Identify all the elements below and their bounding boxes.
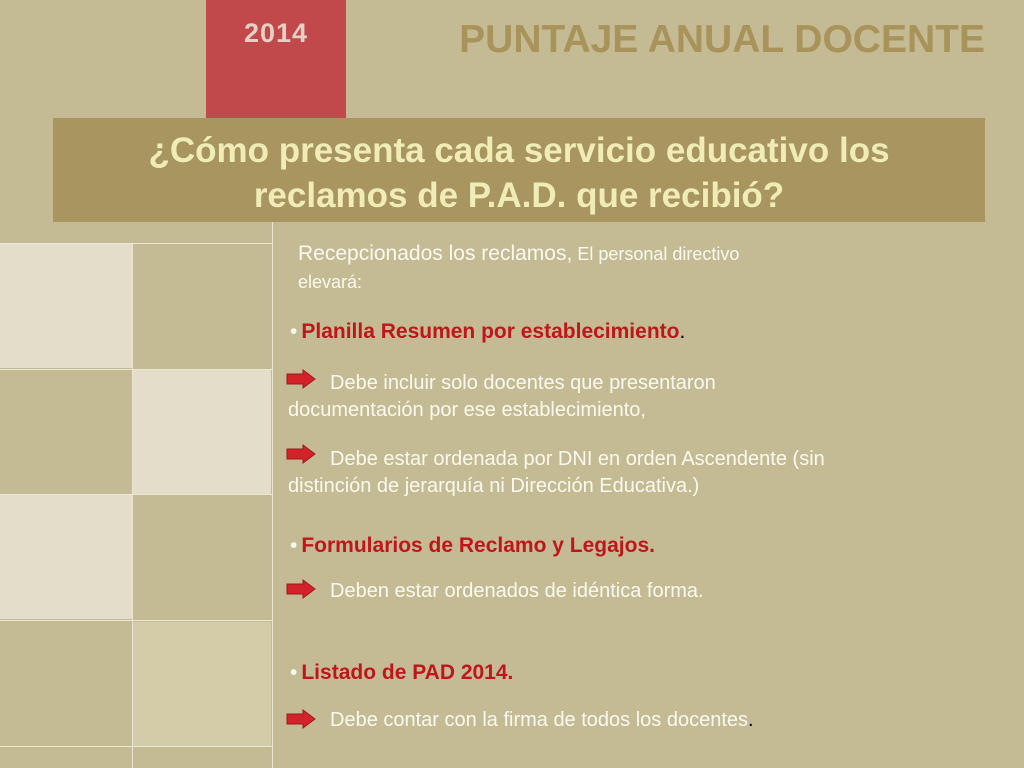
- sub-point: [288, 707, 978, 734]
- question-line-1: ¿Cómo presenta cada servicio educativo los: [148, 131, 890, 170]
- sub-point-line-2: distinción de jerarquía ni Dirección Educativa.): [288, 475, 700, 497]
- bullet-title: Planilla Resumen por establecimiento: [301, 320, 680, 343]
- bullet-listado: [290, 661, 513, 685]
- sub-point: [288, 370, 978, 424]
- bullet-period: .: [679, 320, 686, 343]
- sub-point-line-1: Debe incluir solo docentes que presentaron: [330, 372, 716, 394]
- year-label: 2014: [243, 18, 309, 48]
- question-text: [53, 128, 985, 218]
- sub-point-line-1: Debe contar con la firma de todos los docentes: [330, 709, 749, 731]
- grid-cell: [133, 370, 271, 494]
- grid-line: [132, 244, 133, 768]
- grid-line: [0, 746, 272, 747]
- bullet-symbol: •: [290, 534, 298, 557]
- bullet-planilla: [290, 320, 685, 344]
- sub-point-line-2: documentación por ese establecimiento,: [288, 399, 646, 421]
- sub-point-line-1: Debe estar ordenada por DNI en orden Ascendente (sin: [330, 448, 825, 470]
- sub-point: [288, 446, 978, 500]
- bullet-symbol: •: [290, 320, 298, 343]
- sub-point: [288, 578, 978, 605]
- grid-line: [0, 243, 272, 244]
- sub-point-period: .: [748, 709, 754, 731]
- bullet-formularios: [290, 534, 655, 558]
- bullet-title: Listado de PAD 2014.: [301, 661, 514, 684]
- sub-point-line-1: Deben estar ordenados de idéntica forma.: [330, 580, 704, 602]
- grid-line: [0, 494, 272, 495]
- question-line-2: reclamos de P.A.D. que recibió?: [253, 176, 785, 215]
- grid-line: [272, 222, 273, 768]
- intro-text: [298, 240, 938, 296]
- intro-line-2: elevará:: [298, 272, 363, 292]
- page-title: PUNTAJE ANUAL DOCENTE: [459, 18, 985, 61]
- grid-line: [0, 620, 272, 621]
- bullet-title: Formularios de Reclamo y Legajos.: [301, 534, 655, 557]
- bullet-symbol: •: [290, 661, 298, 684]
- grid-cell: [0, 244, 132, 368]
- intro-rest: El personal directivo: [572, 244, 740, 264]
- grid-line: [0, 369, 272, 370]
- intro-lead: Recepcionados los reclamos,: [298, 242, 573, 265]
- grid-cell: [0, 495, 132, 619]
- grid-cell: [133, 622, 271, 746]
